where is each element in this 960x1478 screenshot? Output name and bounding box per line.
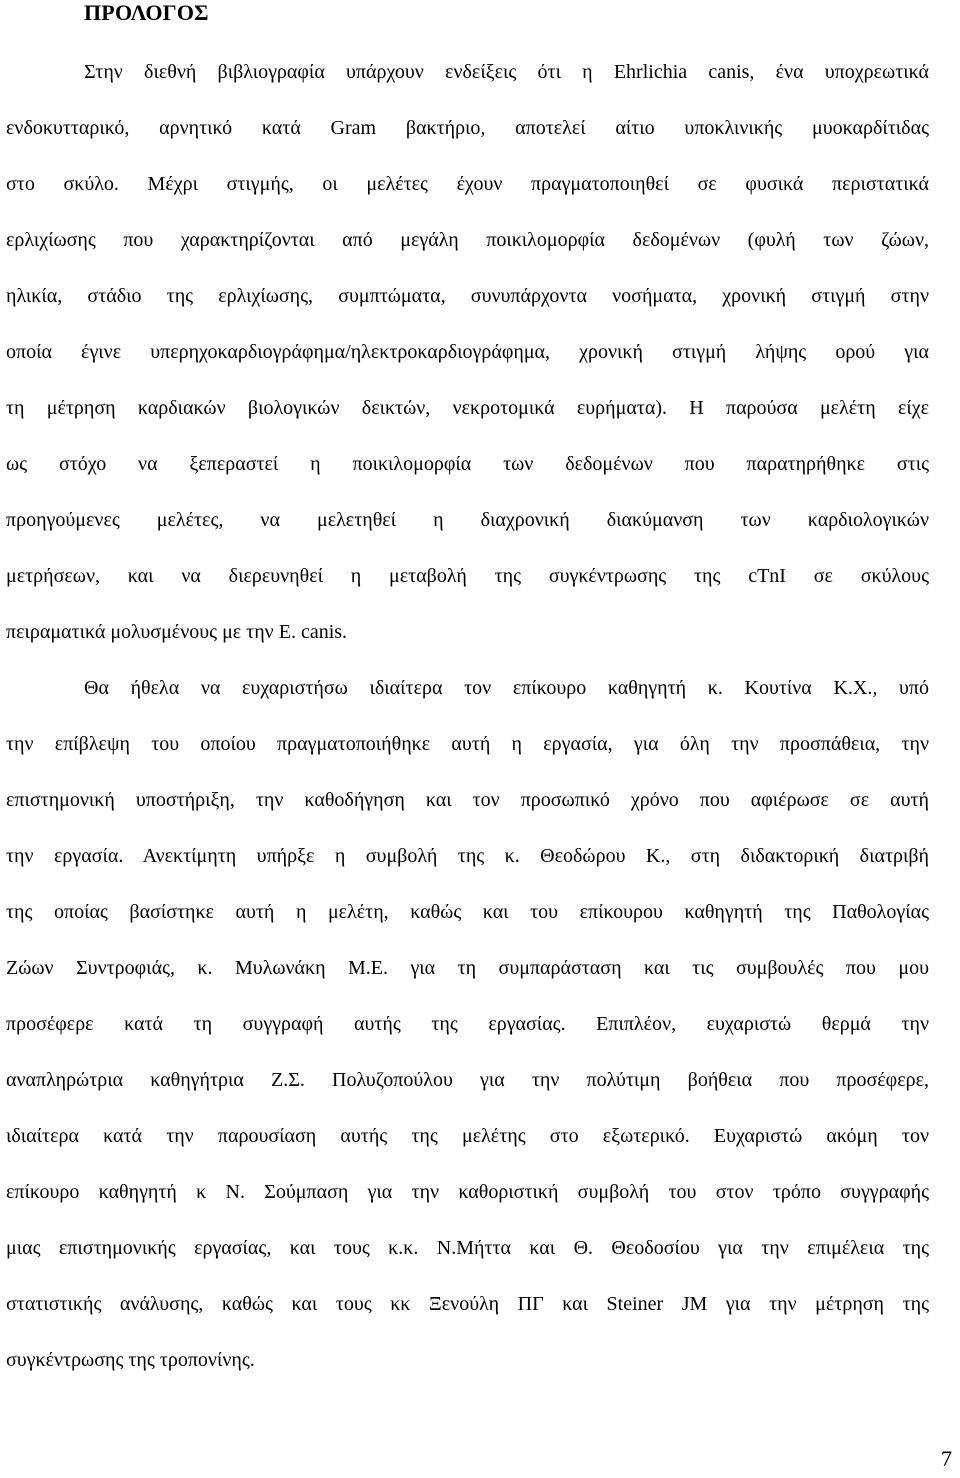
- text-line: ενδοκυτταρικό, αρνητικό κατά Gram βακτήριο, αποτελεί αίτιο υποκλινικής μυοκαρδίτιδας: [6, 117, 929, 139]
- text-line: πειραματικά μολυσμένους με την E. canis.: [6, 621, 348, 643]
- text-line: την επίβλεψη του οποίου πραγματοποιήθηκε αυτή η εργασία, για όλη την προσπάθεια, την: [6, 733, 929, 755]
- text-line: αναπληρώτρια καθηγήτρια Ζ.Σ. Πολυζοπούλου για την πολύτιμη βοήθεια που προσέφερε,: [6, 1069, 929, 1091]
- section-heading: ΠΡΟΛΟΓΟΣ: [84, 0, 209, 25]
- text-line: την εργασία. Ανεκτίμητη υπήρξε η συμβολή της κ. Θεοδώρου Κ., στη διδακτορική διατριβή: [6, 845, 929, 867]
- text-line: επίκουρο καθηγητή κ Ν. Σούμπαση για την καθοριστική συμβολή του στον τρόπο συγγραφής: [6, 1181, 929, 1203]
- text-line: τη μέτρηση καρδιακών βιολογικών δεικτών, νεκροτομικά ευρήματα). Η παρούσα μελέτη είχε: [6, 397, 929, 419]
- text-line: της οποίας βασίστηκε αυτή η μελέτη, καθώς και του επίκουρου καθηγητή της Παθολογίας: [6, 901, 929, 923]
- page-number: 7: [941, 1446, 952, 1471]
- text-line: προηγούμενες μελέτες, να μελετηθεί η διαχρονική διακύμανση των καρδιολογικών: [6, 509, 929, 531]
- text-line: στατιστικής ανάλυσης, καθώς και τους κκ Ξενούλη ΠΓ και Steiner JM για την μέτρηση της: [6, 1293, 929, 1315]
- body-text: [6, 44, 929, 1388]
- text-line: ως στόχο να ξεπεραστεί η ποικιλομορφία των δεδομένων που παρατηρήθηκε στις: [6, 453, 929, 475]
- text-line: ιδιαίτερα κατά την παρουσίαση αυτής της μελέτης στο εξωτερικό. Ευχαριστώ ακόμη τον: [6, 1125, 929, 1147]
- text-line: συγκέντρωσης της τροπονίνης.: [6, 1349, 255, 1371]
- text-line: Θα ήθελα να ευχαριστήσω ιδιαίτερα τον επίκουρο καθηγητή κ. Κουτίνα Κ.Χ., υπό: [84, 677, 929, 699]
- text-line: ερλιχίωσης που χαρακτηρίζονται από μεγάλη ποικιλομορφία δεδομένων (φυλή των ζώων,: [6, 229, 929, 251]
- text-line: ηλικία, στάδιο της ερλιχίωσης, συμπτώματα, συνυπάρχοντα νοσήματα, χρονική στιγμή στην: [6, 285, 929, 307]
- text-line: οποία έγινε υπερηχοκαρδιογράφημα/ηλεκτροκαρδιογράφημα, χρονική στιγμή λήψης ορού για: [6, 341, 929, 363]
- text-line: επιστημονική υποστήριξη, την καθοδήγηση και τον προσωπικό χρόνο που αφιέρωσε σε αυτή: [6, 789, 929, 811]
- text-line: μιας επιστημονικής εργασίας, και τους κ.κ. Ν.Μήττα και Θ. Θεοδοσίου για την επιμέλεια της: [6, 1237, 929, 1259]
- text-line: προσέφερε κατά τη συγγραφή αυτής της εργασίας. Επιπλέον, ευχαριστώ θερμά την: [6, 1013, 929, 1035]
- text-line: Ζώων Συντροφιάς, κ. Μυλωνάκη Μ.Ε. για τη συμπαράσταση και τις συμβουλές που μου: [6, 957, 929, 979]
- text-line: στο σκύλο. Μέχρι στιγμής, οι μελέτες έχουν πραγματοποιηθεί σε φυσικά περιστατικά: [6, 173, 929, 195]
- text-line: Στην διεθνή βιβλιογραφία υπάρχουν ενδείξεις ότι η Ehrlichia canis, ένα υποχρεωτικά: [84, 61, 929, 83]
- text-line: μετρήσεων, και να διερευνηθεί η μεταβολή της συγκέντρωσης της cTnI σε σκύλους: [6, 565, 929, 587]
